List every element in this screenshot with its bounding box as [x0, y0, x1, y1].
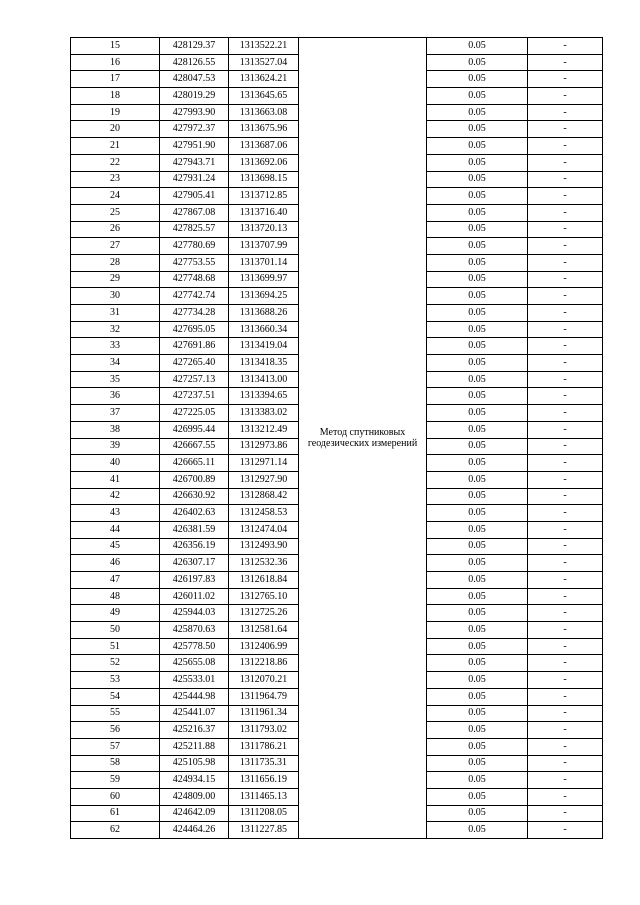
- y-coordinate-cell: 1312927.90: [229, 471, 299, 488]
- accuracy-cell: 0.05: [427, 338, 528, 355]
- accuracy-cell: 0.05: [427, 104, 528, 121]
- x-coordinate-cell: 426402.63: [160, 505, 229, 522]
- x-coordinate-cell: 426667.55: [160, 438, 229, 455]
- y-coordinate-cell: 1313687.06: [229, 138, 299, 155]
- x-coordinate-cell: 425944.03: [160, 605, 229, 622]
- extra-value-cell: -: [528, 188, 603, 205]
- point-number-cell: 50: [71, 622, 160, 639]
- y-coordinate-cell: 1312406.99: [229, 638, 299, 655]
- x-coordinate-cell: 428047.53: [160, 71, 229, 88]
- point-number-cell: 42: [71, 488, 160, 505]
- x-coordinate-cell: 424934.15: [160, 772, 229, 789]
- x-coordinate-cell: 427257.13: [160, 371, 229, 388]
- x-coordinate-cell: 428126.55: [160, 54, 229, 71]
- extra-value-cell: -: [528, 822, 603, 839]
- extra-value-cell: -: [528, 121, 603, 138]
- x-coordinate-cell: 427943.71: [160, 154, 229, 171]
- coordinates-table: [70, 37, 603, 839]
- y-coordinate-cell: 1313720.13: [229, 221, 299, 238]
- accuracy-cell: 0.05: [427, 505, 528, 522]
- extra-value-cell: -: [528, 638, 603, 655]
- y-coordinate-cell: 1312868.42: [229, 488, 299, 505]
- y-coordinate-cell: 1312973.86: [229, 438, 299, 455]
- extra-value-cell: -: [528, 371, 603, 388]
- x-coordinate-cell: 425105.98: [160, 755, 229, 772]
- accuracy-cell: 0.05: [427, 288, 528, 305]
- y-coordinate-cell: 1313527.04: [229, 54, 299, 71]
- point-number-cell: 34: [71, 355, 160, 372]
- accuracy-cell: 0.05: [427, 38, 528, 55]
- point-number-cell: 52: [71, 655, 160, 672]
- point-number-cell: 32: [71, 321, 160, 338]
- x-coordinate-cell: 427695.05: [160, 321, 229, 338]
- point-number-cell: 60: [71, 788, 160, 805]
- y-coordinate-cell: 1312218.86: [229, 655, 299, 672]
- point-number-cell: 38: [71, 421, 160, 438]
- point-number-cell: 35: [71, 371, 160, 388]
- extra-value-cell: -: [528, 88, 603, 105]
- accuracy-cell: 0.05: [427, 305, 528, 322]
- extra-value-cell: -: [528, 305, 603, 322]
- y-coordinate-cell: 1311465.13: [229, 788, 299, 805]
- y-coordinate-cell: 1312765.10: [229, 588, 299, 605]
- extra-value-cell: -: [528, 471, 603, 488]
- x-coordinate-cell: 427931.24: [160, 171, 229, 188]
- point-number-cell: 37: [71, 405, 160, 422]
- x-coordinate-cell: 427742.74: [160, 288, 229, 305]
- point-number-cell: 54: [71, 688, 160, 705]
- x-coordinate-cell: 427780.69: [160, 238, 229, 255]
- accuracy-cell: 0.05: [427, 738, 528, 755]
- point-number-cell: 55: [71, 705, 160, 722]
- extra-value-cell: -: [528, 38, 603, 55]
- accuracy-cell: 0.05: [427, 204, 528, 221]
- accuracy-cell: 0.05: [427, 471, 528, 488]
- accuracy-cell: 0.05: [427, 521, 528, 538]
- extra-value-cell: -: [528, 488, 603, 505]
- extra-value-cell: -: [528, 338, 603, 355]
- point-number-cell: 45: [71, 538, 160, 555]
- accuracy-cell: 0.05: [427, 54, 528, 71]
- extra-value-cell: -: [528, 788, 603, 805]
- point-number-cell: 29: [71, 271, 160, 288]
- extra-value-cell: -: [528, 622, 603, 639]
- point-number-cell: 49: [71, 605, 160, 622]
- extra-value-cell: -: [528, 221, 603, 238]
- x-coordinate-cell: 427867.08: [160, 204, 229, 221]
- extra-value-cell: -: [528, 605, 603, 622]
- accuracy-cell: 0.05: [427, 421, 528, 438]
- point-number-cell: 15: [71, 38, 160, 55]
- coordinates-table-body: [71, 38, 603, 839]
- y-coordinate-cell: 1313707.99: [229, 238, 299, 255]
- accuracy-cell: 0.05: [427, 221, 528, 238]
- accuracy-cell: 0.05: [427, 488, 528, 505]
- extra-value-cell: -: [528, 705, 603, 722]
- point-number-cell: 43: [71, 505, 160, 522]
- extra-value-cell: -: [528, 588, 603, 605]
- extra-value-cell: -: [528, 672, 603, 689]
- y-coordinate-cell: 1313688.26: [229, 305, 299, 322]
- y-coordinate-cell: 1312581.64: [229, 622, 299, 639]
- point-number-cell: 28: [71, 254, 160, 271]
- extra-value-cell: -: [528, 572, 603, 589]
- extra-value-cell: -: [528, 755, 603, 772]
- x-coordinate-cell: 427748.68: [160, 271, 229, 288]
- accuracy-cell: 0.05: [427, 355, 528, 372]
- y-coordinate-cell: 1313712.85: [229, 188, 299, 205]
- y-coordinate-cell: 1312532.36: [229, 555, 299, 572]
- x-coordinate-cell: 426665.11: [160, 455, 229, 472]
- y-coordinate-cell: 1312458.53: [229, 505, 299, 522]
- point-number-cell: 53: [71, 672, 160, 689]
- extra-value-cell: -: [528, 722, 603, 739]
- x-coordinate-cell: 425655.08: [160, 655, 229, 672]
- extra-value-cell: -: [528, 321, 603, 338]
- point-number-cell: 27: [71, 238, 160, 255]
- point-number-cell: 23: [71, 171, 160, 188]
- y-coordinate-cell: 1313624.21: [229, 71, 299, 88]
- accuracy-cell: 0.05: [427, 722, 528, 739]
- y-coordinate-cell: 1311208.05: [229, 805, 299, 822]
- x-coordinate-cell: 427734.28: [160, 305, 229, 322]
- y-coordinate-cell: 1313660.34: [229, 321, 299, 338]
- accuracy-cell: 0.05: [427, 572, 528, 589]
- point-number-cell: 21: [71, 138, 160, 155]
- y-coordinate-cell: 1312971.14: [229, 455, 299, 472]
- x-coordinate-cell: 426630.92: [160, 488, 229, 505]
- y-coordinate-cell: 1313413.00: [229, 371, 299, 388]
- y-coordinate-cell: 1313716.40: [229, 204, 299, 221]
- extra-value-cell: -: [528, 154, 603, 171]
- accuracy-cell: 0.05: [427, 188, 528, 205]
- point-number-cell: 17: [71, 71, 160, 88]
- y-coordinate-cell: 1313522.21: [229, 38, 299, 55]
- point-number-cell: 58: [71, 755, 160, 772]
- x-coordinate-cell: 425778.50: [160, 638, 229, 655]
- extra-value-cell: -: [528, 171, 603, 188]
- x-coordinate-cell: 425533.01: [160, 672, 229, 689]
- x-coordinate-cell: 427951.90: [160, 138, 229, 155]
- accuracy-cell: 0.05: [427, 688, 528, 705]
- extra-value-cell: -: [528, 688, 603, 705]
- point-number-cell: 62: [71, 822, 160, 839]
- y-coordinate-cell: 1312493.90: [229, 538, 299, 555]
- y-coordinate-cell: 1312618.84: [229, 572, 299, 589]
- x-coordinate-cell: 426356.19: [160, 538, 229, 555]
- x-coordinate-cell: 425216.37: [160, 722, 229, 739]
- x-coordinate-cell: 424642.09: [160, 805, 229, 822]
- point-number-cell: 59: [71, 772, 160, 789]
- accuracy-cell: 0.05: [427, 171, 528, 188]
- x-coordinate-cell: 425211.88: [160, 738, 229, 755]
- accuracy-cell: 0.05: [427, 788, 528, 805]
- y-coordinate-cell: 1313692.06: [229, 154, 299, 171]
- accuracy-cell: 0.05: [427, 805, 528, 822]
- point-number-cell: 48: [71, 588, 160, 605]
- extra-value-cell: -: [528, 421, 603, 438]
- method-cell: Метод спутниковых геодезических измерений: [299, 38, 427, 839]
- point-number-cell: 44: [71, 521, 160, 538]
- point-number-cell: 61: [71, 805, 160, 822]
- accuracy-cell: 0.05: [427, 538, 528, 555]
- x-coordinate-cell: 424464.26: [160, 822, 229, 839]
- point-number-cell: 18: [71, 88, 160, 105]
- accuracy-cell: 0.05: [427, 455, 528, 472]
- x-coordinate-cell: 427225.05: [160, 405, 229, 422]
- y-coordinate-cell: 1311961.34: [229, 705, 299, 722]
- y-coordinate-cell: 1313701.14: [229, 254, 299, 271]
- y-coordinate-cell: 1311786.21: [229, 738, 299, 755]
- x-coordinate-cell: 426197.83: [160, 572, 229, 589]
- extra-value-cell: -: [528, 388, 603, 405]
- extra-value-cell: -: [528, 104, 603, 121]
- x-coordinate-cell: 425441.07: [160, 705, 229, 722]
- accuracy-cell: 0.05: [427, 605, 528, 622]
- extra-value-cell: -: [528, 204, 603, 221]
- y-coordinate-cell: 1312725.26: [229, 605, 299, 622]
- extra-value-cell: -: [528, 538, 603, 555]
- y-coordinate-cell: 1312070.21: [229, 672, 299, 689]
- accuracy-cell: 0.05: [427, 772, 528, 789]
- y-coordinate-cell: 1313699.97: [229, 271, 299, 288]
- y-coordinate-cell: 1313419.04: [229, 338, 299, 355]
- accuracy-cell: 0.05: [427, 254, 528, 271]
- x-coordinate-cell: 427753.55: [160, 254, 229, 271]
- x-coordinate-cell: 426700.89: [160, 471, 229, 488]
- x-coordinate-cell: 427237.51: [160, 388, 229, 405]
- accuracy-cell: 0.05: [427, 88, 528, 105]
- point-number-cell: 57: [71, 738, 160, 755]
- extra-value-cell: -: [528, 772, 603, 789]
- accuracy-cell: 0.05: [427, 388, 528, 405]
- x-coordinate-cell: 425870.63: [160, 622, 229, 639]
- extra-value-cell: -: [528, 238, 603, 255]
- y-coordinate-cell: 1313394.65: [229, 388, 299, 405]
- point-number-cell: 33: [71, 338, 160, 355]
- extra-value-cell: -: [528, 271, 603, 288]
- y-coordinate-cell: 1312474.04: [229, 521, 299, 538]
- accuracy-cell: 0.05: [427, 271, 528, 288]
- point-number-cell: 56: [71, 722, 160, 739]
- x-coordinate-cell: 427825.57: [160, 221, 229, 238]
- accuracy-cell: 0.05: [427, 555, 528, 572]
- y-coordinate-cell: 1313675.96: [229, 121, 299, 138]
- y-coordinate-cell: 1313212.49: [229, 421, 299, 438]
- y-coordinate-cell: 1311793.02: [229, 722, 299, 739]
- point-number-cell: 36: [71, 388, 160, 405]
- point-number-cell: 25: [71, 204, 160, 221]
- extra-value-cell: -: [528, 405, 603, 422]
- point-number-cell: 41: [71, 471, 160, 488]
- x-coordinate-cell: 424809.00: [160, 788, 229, 805]
- point-number-cell: 31: [71, 305, 160, 322]
- point-number-cell: 46: [71, 555, 160, 572]
- extra-value-cell: -: [528, 738, 603, 755]
- table-row: [71, 38, 603, 55]
- y-coordinate-cell: 1311656.19: [229, 772, 299, 789]
- extra-value-cell: -: [528, 54, 603, 71]
- accuracy-cell: 0.05: [427, 705, 528, 722]
- x-coordinate-cell: 427691.86: [160, 338, 229, 355]
- extra-value-cell: -: [528, 438, 603, 455]
- accuracy-cell: 0.05: [427, 138, 528, 155]
- y-coordinate-cell: 1313383.02: [229, 405, 299, 422]
- x-coordinate-cell: 426995.44: [160, 421, 229, 438]
- extra-value-cell: -: [528, 71, 603, 88]
- point-number-cell: 16: [71, 54, 160, 71]
- x-coordinate-cell: 426381.59: [160, 521, 229, 538]
- extra-value-cell: -: [528, 455, 603, 472]
- y-coordinate-cell: 1311735.31: [229, 755, 299, 772]
- point-number-cell: 51: [71, 638, 160, 655]
- accuracy-cell: 0.05: [427, 622, 528, 639]
- accuracy-cell: 0.05: [427, 321, 528, 338]
- x-coordinate-cell: 427972.37: [160, 121, 229, 138]
- accuracy-cell: 0.05: [427, 121, 528, 138]
- point-number-cell: 47: [71, 572, 160, 589]
- x-coordinate-cell: 428019.29: [160, 88, 229, 105]
- x-coordinate-cell: 427265.40: [160, 355, 229, 372]
- point-number-cell: 22: [71, 154, 160, 171]
- point-number-cell: 24: [71, 188, 160, 205]
- point-number-cell: 30: [71, 288, 160, 305]
- accuracy-cell: 0.05: [427, 588, 528, 605]
- point-number-cell: 26: [71, 221, 160, 238]
- accuracy-cell: 0.05: [427, 371, 528, 388]
- accuracy-cell: 0.05: [427, 71, 528, 88]
- accuracy-cell: 0.05: [427, 655, 528, 672]
- point-number-cell: 40: [71, 455, 160, 472]
- extra-value-cell: -: [528, 655, 603, 672]
- x-coordinate-cell: 427993.90: [160, 104, 229, 121]
- extra-value-cell: -: [528, 355, 603, 372]
- accuracy-cell: 0.05: [427, 672, 528, 689]
- accuracy-cell: 0.05: [427, 438, 528, 455]
- y-coordinate-cell: 1313698.15: [229, 171, 299, 188]
- y-coordinate-cell: 1311964.79: [229, 688, 299, 705]
- x-coordinate-cell: 426011.02: [160, 588, 229, 605]
- accuracy-cell: 0.05: [427, 822, 528, 839]
- x-coordinate-cell: 425444.98: [160, 688, 229, 705]
- y-coordinate-cell: 1313663.08: [229, 104, 299, 121]
- point-number-cell: 20: [71, 121, 160, 138]
- x-coordinate-cell: 426307.17: [160, 555, 229, 572]
- extra-value-cell: -: [528, 138, 603, 155]
- accuracy-cell: 0.05: [427, 755, 528, 772]
- y-coordinate-cell: 1313694.25: [229, 288, 299, 305]
- x-coordinate-cell: 427905.41: [160, 188, 229, 205]
- accuracy-cell: 0.05: [427, 154, 528, 171]
- accuracy-cell: 0.05: [427, 405, 528, 422]
- extra-value-cell: -: [528, 254, 603, 271]
- extra-value-cell: -: [528, 505, 603, 522]
- accuracy-cell: 0.05: [427, 638, 528, 655]
- y-coordinate-cell: 1311227.85: [229, 822, 299, 839]
- accuracy-cell: 0.05: [427, 238, 528, 255]
- x-coordinate-cell: 428129.37: [160, 38, 229, 55]
- extra-value-cell: -: [528, 805, 603, 822]
- extra-value-cell: -: [528, 288, 603, 305]
- y-coordinate-cell: 1313418.35: [229, 355, 299, 372]
- extra-value-cell: -: [528, 555, 603, 572]
- extra-value-cell: -: [528, 521, 603, 538]
- y-coordinate-cell: 1313645.65: [229, 88, 299, 105]
- point-number-cell: 39: [71, 438, 160, 455]
- point-number-cell: 19: [71, 104, 160, 121]
